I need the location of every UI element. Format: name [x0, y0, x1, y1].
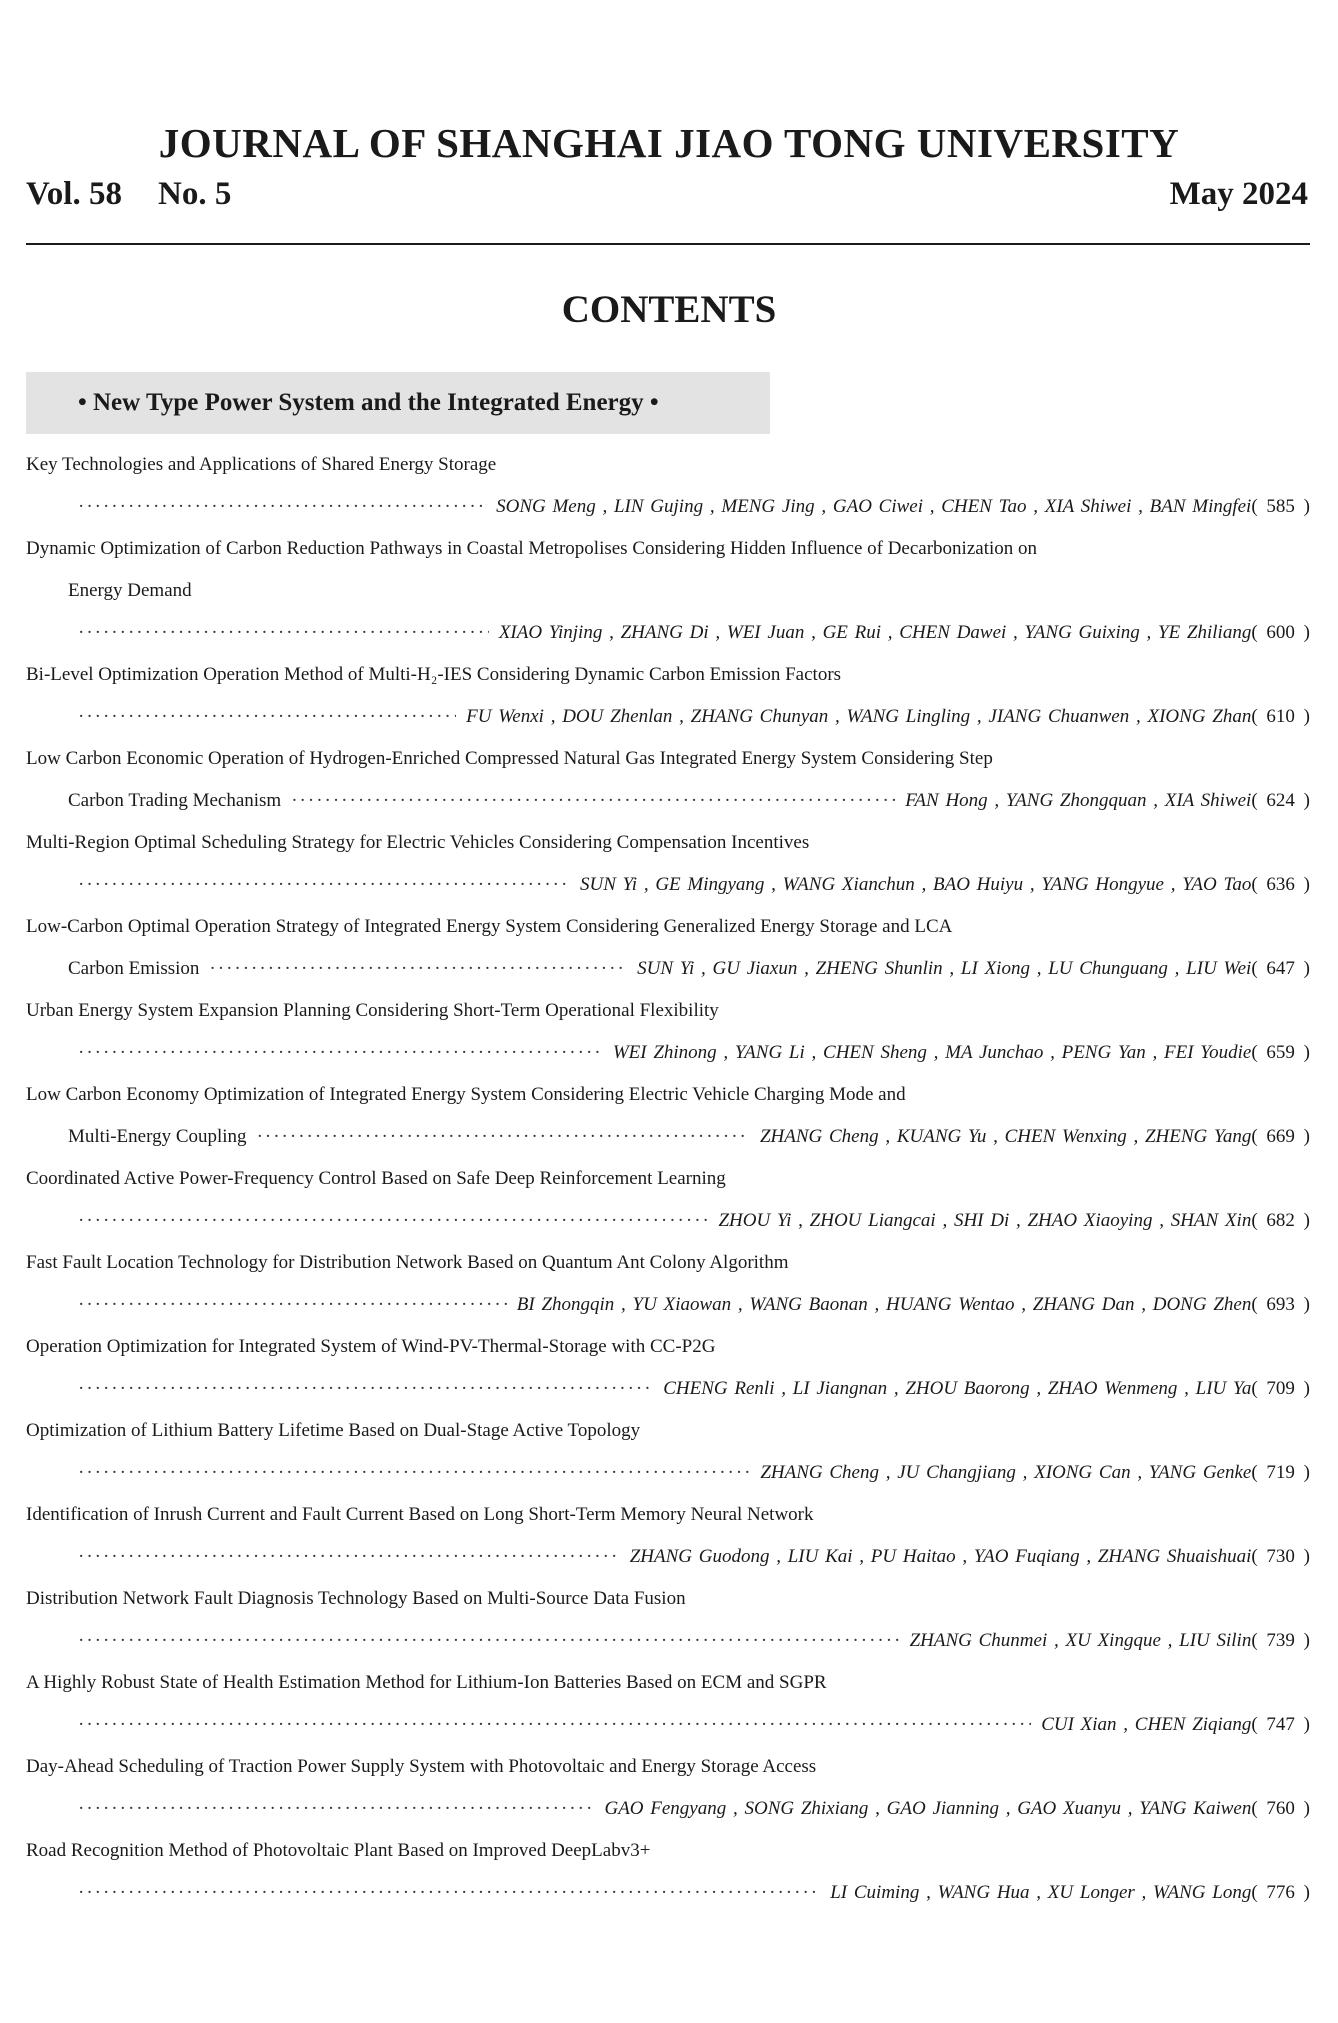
page-number[interactable]: ( 709 )	[1251, 1378, 1310, 1399]
journal-title: JOURNAL OF SHANGHAI JIAO TONG UNIVERSITY	[158, 120, 1180, 166]
author-line	[26, 486, 1310, 528]
article-authors: GAO Fengyang , SONG Zhixiang , GAO Jianning , GAO Xuanyu , YANG Kaiwen	[604, 1798, 1252, 1819]
article-title[interactable]: Key Technologies and Applications of Shared Energy Storage	[26, 454, 497, 475]
article-authors: XIAO Yinjing , ZHANG Di , WEI Juan , GE Rui , CHEN Dawei , YANG Guixing , YE Zhiliang	[498, 622, 1252, 643]
article-title-continued[interactable]: Energy Demand	[68, 580, 192, 601]
toc-entry[interactable]	[26, 654, 1310, 738]
page-number[interactable]: ( 730 )	[1251, 1546, 1310, 1567]
contents-heading: CONTENTS	[561, 288, 777, 331]
page-number[interactable]: ( 776 )	[1251, 1882, 1310, 1903]
article-title[interactable]: Identification of Inrush Current and Fault Current Based on Long Short-Term Memory Neural Network	[26, 1504, 814, 1525]
volume: Vol. 58	[26, 176, 122, 212]
toc-entry[interactable]	[26, 1830, 1310, 1914]
leader-dots	[78, 696, 456, 738]
article-authors: CHENG Renli , LI Jiangnan , ZHOU Baorong , ZHAO Wenmeng , LIU Ya	[663, 1378, 1252, 1399]
leader-dots	[291, 780, 895, 822]
article-title-continued[interactable]: Multi-Energy Coupling	[68, 1126, 247, 1147]
toc-entry[interactable]	[26, 906, 1310, 990]
article-title[interactable]: Urban Energy System Expansion Planning Considering Short-Term Operational Flexibility	[26, 1000, 719, 1021]
author-line	[26, 1704, 1310, 1746]
article-authors: ZHANG Cheng , JU Changjiang , XIONG Can , YANG Genke	[760, 1462, 1252, 1483]
article-title[interactable]: Low Carbon Economic Operation of Hydrogen-Enriched Compressed Natural Gas Integrated Energy System Considering Step	[26, 748, 993, 769]
leader-dots	[78, 1536, 620, 1578]
author-line	[26, 1872, 1310, 1914]
leader-dots	[78, 1704, 1031, 1746]
issue-number: No. 5	[157, 176, 232, 212]
author-line	[26, 1620, 1310, 1662]
article-title[interactable]: Operation Optimization for Integrated System of Wind-PV-Thermal-Storage with CC-P2G	[26, 1336, 716, 1357]
page-number[interactable]: ( 624 )	[1251, 790, 1310, 811]
article-title[interactable]: Dynamic Optimization of Carbon Reduction Pathways in Coastal Metropolises Considering Hidden Influence of Decarbonization on	[26, 538, 1037, 559]
article-authors: FU Wenxi , DOU Zhenlan , ZHANG Chunyan , WANG Lingling , JIANG Chuanwen , XIONG Zhan	[466, 706, 1252, 727]
article-title[interactable]: Day-Ahead Scheduling of Traction Power Supply System with Photovoltaic and Energy Storage Access	[26, 1756, 817, 1777]
page-number[interactable]: ( 693 )	[1251, 1294, 1310, 1315]
page-number[interactable]: ( 600 )	[1251, 622, 1310, 643]
leader-dots	[78, 1788, 594, 1830]
page-number[interactable]: ( 610 )	[1251, 706, 1310, 727]
toc-entry[interactable]	[26, 990, 1310, 1074]
table-of-contents	[26, 444, 1310, 1914]
leader-dots	[78, 1284, 507, 1326]
section-header	[26, 372, 770, 434]
page-number[interactable]: ( 636 )	[1251, 874, 1310, 895]
author-line	[26, 948, 1310, 990]
article-title[interactable]: Low-Carbon Optimal Operation Strategy of Integrated Energy System Considering Generalized Energy Storage and LCA	[26, 916, 953, 937]
toc-entry[interactable]	[26, 528, 1310, 654]
section-title: • New Type Power System and the Integrated Energy •	[78, 389, 659, 416]
author-line	[26, 1788, 1310, 1830]
author-line	[26, 780, 1310, 822]
article-authors: WEI Zhinong , YANG Li , CHEN Sheng , MA Junchao , PENG Yan , FEI Youdie	[612, 1042, 1252, 1063]
article-authors: ZHANG Cheng , KUANG Yu , CHEN Wenxing , ZHENG Yang	[759, 1126, 1252, 1147]
article-authors: FAN Hong , YANG Zhongquan , XIA Shiwei	[905, 790, 1252, 811]
toc-entry[interactable]	[26, 1578, 1310, 1662]
page-number[interactable]: ( 659 )	[1251, 1042, 1310, 1063]
leader-dots	[78, 864, 570, 906]
toc-entry[interactable]	[26, 1494, 1310, 1578]
volume-number	[26, 172, 231, 216]
author-line	[26, 696, 1310, 738]
page-number[interactable]: ( 747 )	[1251, 1714, 1310, 1735]
page-number[interactable]: ( 682 )	[1251, 1210, 1310, 1231]
leader-dots	[257, 1116, 750, 1158]
author-line	[26, 1032, 1310, 1074]
article-title[interactable]: Fast Fault Location Technology for Distribution Network Based on Quantum Ant Colony Algorithm	[26, 1252, 789, 1273]
article-title[interactable]: Optimization of Lithium Battery Lifetime Based on Dual-Stage Active Topology	[26, 1420, 641, 1441]
article-title[interactable]: A Highly Robust State of Health Estimation Method for Lithium-Ion Batteries Based on ECM and SGPR	[26, 1672, 827, 1693]
toc-entry[interactable]	[26, 738, 1310, 822]
article-title[interactable]: Coordinated Active Power-Frequency Control Based on Safe Deep Reinforcement Learning	[26, 1168, 726, 1189]
author-line	[26, 612, 1310, 654]
author-line	[26, 1452, 1310, 1494]
toc-entry[interactable]	[26, 1662, 1310, 1746]
author-line	[26, 1536, 1310, 1578]
article-title[interactable]: Bi-Level Optimization Operation Method of Multi-H₂-IES Considering Dynamic Carbon Emission Factors	[26, 664, 842, 685]
article-title[interactable]: Multi-Region Optimal Scheduling Strategy for Electric Vehicles Considering Compensation Incentives	[26, 832, 810, 853]
leader-dots	[78, 1452, 750, 1494]
leader-dots	[209, 948, 627, 990]
author-line	[26, 1284, 1310, 1326]
author-line	[26, 1116, 1310, 1158]
page-number[interactable]: ( 760 )	[1251, 1798, 1310, 1819]
toc-entry[interactable]	[26, 1326, 1310, 1410]
leader-dots	[78, 486, 486, 528]
page-number[interactable]: ( 739 )	[1251, 1630, 1310, 1651]
article-title[interactable]: Distribution Network Fault Diagnosis Technology Based on Multi-Source Data Fusion	[26, 1588, 686, 1609]
article-title[interactable]: Low Carbon Economy Optimization of Integrated Energy System Considering Electric Vehicle Charging Mode and	[26, 1084, 906, 1105]
article-title-continued[interactable]: Carbon Emission	[68, 958, 200, 979]
issue-date: May 2024	[1169, 176, 1308, 212]
leader-dots	[78, 1032, 603, 1074]
toc-entry[interactable]	[26, 1746, 1310, 1830]
page-number[interactable]: ( 719 )	[1251, 1462, 1310, 1483]
leader-dots	[78, 612, 489, 654]
article-authors: ZHOU Yi , ZHOU Liangcai , SHI Di , ZHAO Xiaoying , SHAN Xin	[718, 1210, 1252, 1231]
page-number[interactable]: ( 647 )	[1251, 958, 1310, 979]
article-title[interactable]: Road Recognition Method of Photovoltaic Plant Based on Improved DeepLabv3+	[26, 1840, 651, 1861]
article-title-continued[interactable]: Carbon Trading Mechanism	[68, 790, 282, 811]
toc-entry[interactable]	[26, 1410, 1310, 1494]
leader-dots	[78, 1200, 708, 1242]
article-authors: BI Zhongqin , YU Xiaowan , WANG Baonan , HUANG Wentao , ZHANG Dan , DONG Zhen	[516, 1294, 1252, 1315]
author-line	[26, 1200, 1310, 1242]
article-authors: CUI Xian , CHEN Ziqiang	[1041, 1714, 1252, 1735]
toc-entry[interactable]	[26, 822, 1310, 906]
article-authors: SUN Yi , GE Mingyang , WANG Xianchun , BAO Huiyu , YANG Hongyue , YAO Tao	[579, 874, 1252, 895]
toc-entry[interactable]	[26, 1242, 1310, 1326]
author-line	[26, 864, 1310, 906]
article-authors: SUN Yi , GU Jiaxun , ZHENG Shunlin , LI Xiong , LU Chunguang , LIU Wei	[637, 958, 1252, 979]
toc-entry[interactable]	[26, 1074, 1310, 1158]
author-line	[26, 1368, 1310, 1410]
article-authors: SONG Meng , LIN Gujing , MENG Jing , GAO Ciwei , CHEN Tao , XIA Shiwei , BAN Mingfei	[496, 496, 1252, 517]
article-authors: LI Cuiming , WANG Hua , XU Longer , WANG Long	[830, 1882, 1252, 1903]
header-rule	[26, 243, 1310, 245]
toc-entry[interactable]	[26, 1158, 1310, 1242]
leader-dots	[78, 1620, 900, 1662]
toc-entry[interactable]	[26, 444, 1310, 528]
leader-dots	[78, 1872, 820, 1914]
page-number[interactable]: ( 669 )	[1251, 1126, 1310, 1147]
article-authors: ZHANG Guodong , LIU Kai , PU Haitao , YAO Fuqiang , ZHANG Shuaishuai	[629, 1546, 1252, 1567]
page-number[interactable]: ( 585 )	[1251, 496, 1310, 517]
article-authors: ZHANG Chunmei , XU Xingque , LIU Silin	[909, 1630, 1252, 1651]
leader-dots	[78, 1368, 653, 1410]
